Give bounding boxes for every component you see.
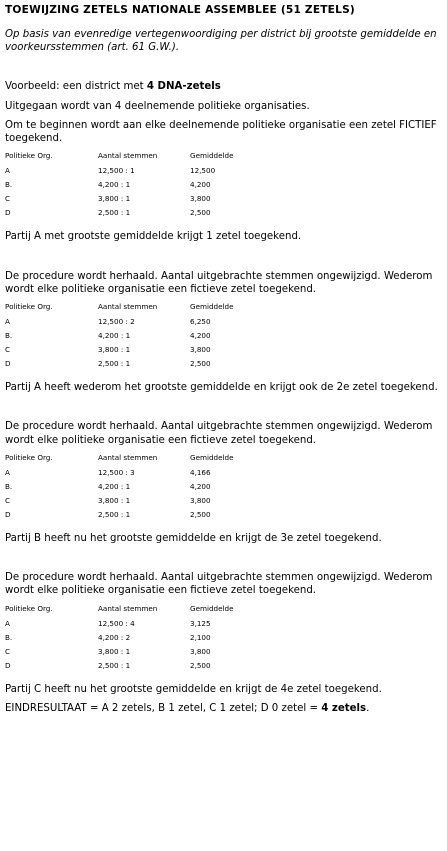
cell-org: A	[5, 467, 10, 477]
cell-org: A	[5, 618, 10, 628]
table-row	[5, 331, 270, 345]
cell-org: B.	[5, 632, 13, 642]
cell-votes: 12,500 : 4	[98, 618, 135, 628]
table-row	[5, 359, 270, 373]
intro-line-2: Uitgegaan wordt van 4 deelnemende politieke organisaties.	[5, 100, 310, 112]
example-prefix: Voorbeeld: een district met	[5, 81, 147, 93]
votes-table-round-1	[5, 151, 270, 222]
table-header-row	[5, 453, 270, 468]
cell-average: 4,200	[190, 180, 211, 190]
header-average: Gemiddelde	[190, 452, 234, 462]
cell-org: B.	[5, 481, 13, 491]
header-votes: Aantal stemmen	[98, 302, 158, 312]
intro-line-3: Om te beginnen wordt aan elke deelnemende politieke organisatie een zetel FICTIEF toegekend.	[5, 119, 437, 145]
final-bold: 4 zetels	[321, 702, 367, 714]
cell-average: 3,800	[190, 646, 211, 656]
cell-average: 3,125	[190, 618, 211, 628]
table-row	[5, 180, 270, 194]
votes-table-round-3	[5, 453, 270, 524]
cell-votes: 3,800 : 1	[98, 495, 131, 505]
cell-votes: 12,500 : 3	[98, 467, 135, 477]
cell-votes: 3,800 : 1	[98, 345, 131, 355]
cell-average: 2,500	[190, 208, 211, 218]
cell-org: A	[5, 166, 10, 176]
table-header-row	[5, 604, 270, 619]
cell-org: D	[5, 359, 11, 369]
round-2-result: Partij A heeft wederom het grootste gemiddelde en krijgt ook de 2e zetel toegekend.	[5, 382, 438, 394]
table-header-row	[5, 302, 270, 317]
cell-votes: 4,200 : 1	[98, 331, 131, 341]
cell-votes: 4,200 : 2	[98, 632, 131, 642]
round-4-procedure: De procedure wordt herhaald. Aantal uitgebrachte stemmen ongewijzigd. Wederom wordt elke politieke organisatie een fictieve zetel toegekend.	[5, 572, 433, 597]
table-row	[5, 208, 270, 222]
table-row	[5, 496, 270, 510]
document-subtitle: Op basis van evenredige vertegenwoordiging per district bij grootste gemiddelde en voorkeursstemmen (art. 61 G.W.).	[5, 28, 437, 54]
document-title: TOEWIJZING ZETELS NATIONALE ASSEMBLEE (51 ZETELS)	[5, 4, 355, 16]
cell-votes: 2,500 : 1	[98, 660, 131, 670]
table-row	[5, 194, 270, 208]
cell-org: C	[5, 194, 11, 204]
cell-votes: 4,200 : 1	[98, 481, 131, 491]
cell-average: 6,250	[190, 317, 211, 327]
header-org: Politieke Org.	[5, 603, 53, 613]
cell-average: 2,100	[190, 632, 211, 642]
table-header-row	[5, 151, 270, 166]
round-3-procedure: De procedure wordt herhaald. Aantal uitgebrachte stemmen ongewijzigd. Wederom wordt elke politieke organisatie een fictieve zetel toegekend.	[5, 421, 433, 446]
table-row	[5, 166, 270, 180]
table-row	[5, 317, 270, 331]
cell-average: 3,800	[190, 345, 211, 355]
header-average: Gemiddelde	[190, 151, 234, 161]
cell-votes: 12,500 : 1	[98, 166, 135, 176]
cell-org: D	[5, 208, 11, 218]
cell-average: 2,500	[190, 359, 211, 369]
votes-table-round-4	[5, 604, 270, 675]
cell-average: 2,500	[190, 660, 211, 670]
table-row	[5, 468, 270, 482]
cell-average: 4,200	[190, 331, 211, 341]
example-line	[5, 80, 445, 93]
document	[5, 4, 445, 715]
round-1-result: Partij A met grootste gemiddelde krijgt 1 zetel toegekend.	[5, 231, 302, 243]
cell-votes: 2,500 : 1	[98, 359, 131, 369]
cell-org: D	[5, 660, 11, 670]
cell-average: 12,500	[190, 166, 216, 176]
cell-votes: 3,800 : 1	[98, 194, 131, 204]
cell-org: C	[5, 345, 11, 355]
table-row	[5, 510, 270, 524]
table-row	[5, 619, 270, 633]
header-org: Politieke Org.	[5, 302, 53, 312]
example-bold: 4 DNA-zetels	[146, 81, 221, 93]
round-4-result: Partij C heeft nu het grootste gemiddelde en krijgt de 4e zetel toegekend.	[5, 683, 382, 695]
cell-votes: 4,200 : 1	[98, 180, 131, 190]
table-row	[5, 633, 270, 647]
final-prefix: EINDRESULTAAT = A 2 zetels, B 1 zetel, C 1 zetel; D 0 zetel =	[5, 702, 322, 714]
cell-org: B.	[5, 331, 13, 341]
table-row	[5, 661, 270, 675]
cell-votes: 12,500 : 2	[98, 317, 135, 327]
final-result	[5, 702, 445, 715]
spacer	[5, 54, 445, 80]
header-votes: Aantal stemmen	[98, 151, 158, 161]
header-average: Gemiddelde	[190, 603, 234, 613]
cell-average: 2,500	[190, 509, 211, 519]
header-org: Politieke Org.	[5, 452, 53, 462]
votes-table-round-2	[5, 302, 270, 373]
header-average: Gemiddelde	[190, 302, 234, 312]
final-suffix: .	[366, 702, 370, 714]
cell-average: 4,166	[190, 467, 211, 477]
cell-average: 3,800	[190, 495, 211, 505]
header-votes: Aantal stemmen	[98, 603, 158, 613]
cell-votes: 2,500 : 1	[98, 509, 131, 519]
cell-org: C	[5, 495, 11, 505]
cell-votes: 2,500 : 1	[98, 208, 131, 218]
table-row	[5, 647, 270, 661]
table-row	[5, 482, 270, 496]
cell-org: D	[5, 509, 11, 519]
header-votes: Aantal stemmen	[98, 452, 158, 462]
cell-average: 3,800	[190, 194, 211, 204]
round-2-procedure: De procedure wordt herhaald. Aantal uitgebrachte stemmen ongewijzigd. Wederom wordt elke politieke organisatie een fictieve zetel toegekend.	[5, 270, 433, 295]
header-org: Politieke Org.	[5, 151, 53, 161]
cell-org: A	[5, 317, 10, 327]
cell-org: B.	[5, 180, 13, 190]
cell-org: C	[5, 646, 11, 656]
cell-votes: 3,800 : 1	[98, 646, 131, 656]
table-row	[5, 345, 270, 359]
round-3-result: Partij B heeft nu het grootste gemiddelde en krijgt de 3e zetel toegekend.	[5, 532, 382, 544]
cell-average: 4,200	[190, 481, 211, 491]
